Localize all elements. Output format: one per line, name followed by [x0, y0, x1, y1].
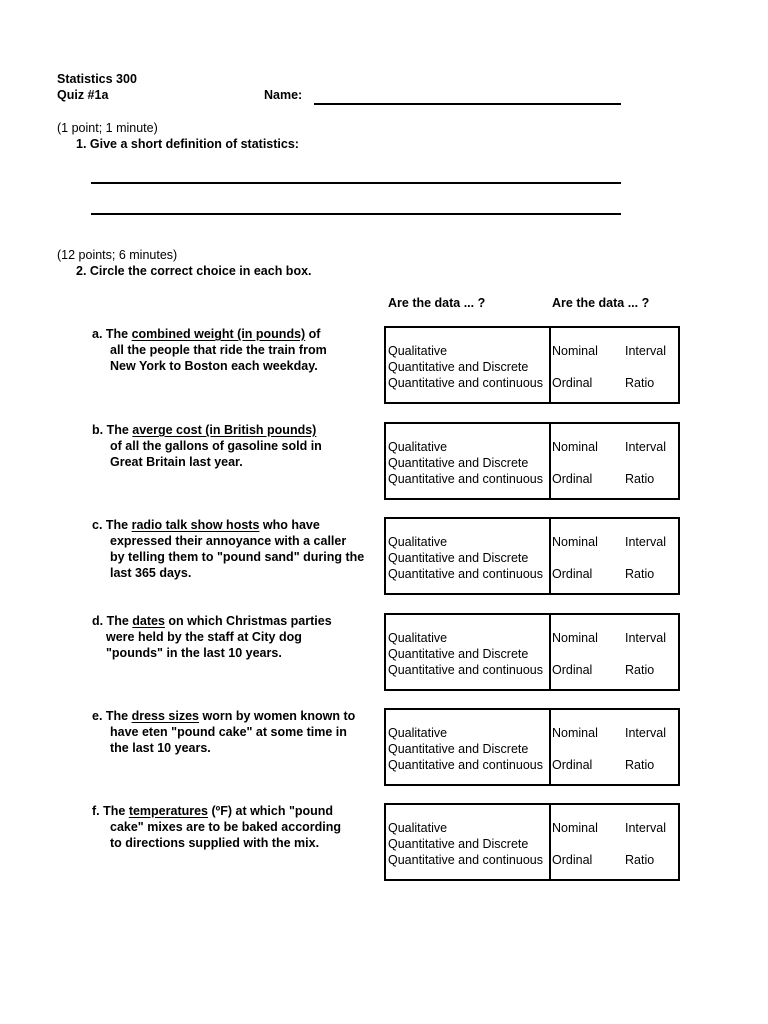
column-header-type: Are the data ... ?: [388, 296, 486, 310]
item-e-text: e. The dress sizes worn by women known to have eten "pound cake" at some time in the last 10 years.: [92, 709, 356, 755]
choice-interval[interactable]: Interval: [625, 821, 666, 835]
choice-quantitative-discrete[interactable]: Quantitative and Discrete: [388, 647, 529, 661]
choice-interval[interactable]: Interval: [625, 535, 666, 549]
item-d-text: d. The dates on which Christmas parties were held by the staff at City dog "pounds" in the last 10 years.: [92, 614, 332, 660]
choice-quantitative-continuous[interactable]: Quantitative and continuous: [388, 567, 543, 581]
section2-points: (12 points; 6 minutes): [57, 248, 178, 262]
section1-points: (1 point; 1 minute): [57, 121, 158, 135]
choice-ratio[interactable]: Ratio: [625, 567, 655, 581]
course-title: Statistics 300: [57, 72, 137, 86]
item-d-choice-box: [384, 613, 680, 691]
item-e-choice-box: [384, 708, 680, 786]
item-a-underlined: combined weight (in pounds): [131, 327, 306, 341]
choice-quantitative-continuous[interactable]: Quantitative and continuous: [388, 758, 543, 772]
choice-quantitative-discrete[interactable]: Quantitative and Discrete: [388, 742, 529, 756]
item-b-choice-box: [384, 422, 680, 500]
item-f-text: f. The temperatures (ºF) at which "pound cake" mixes are to be baked according to directions supplied with the mix.: [92, 804, 342, 850]
item-d-underlined: dates: [132, 614, 165, 628]
choice-ratio[interactable]: Ratio: [625, 758, 655, 772]
item-a-text: a. The combined weight (in pounds) of all the people that ride the train from New York to Boston each weekday.: [92, 327, 327, 373]
choice-nominal[interactable]: Nominal: [552, 821, 598, 835]
choice-ratio[interactable]: Ratio: [625, 376, 655, 390]
name-label: Name:: [264, 88, 303, 102]
choice-interval[interactable]: Interval: [625, 631, 666, 645]
choice-ratio[interactable]: Ratio: [625, 472, 655, 486]
column-header-level: Are the data ... ?: [552, 296, 650, 310]
choice-ordinal[interactable]: Ordinal: [552, 663, 593, 677]
choice-ordinal[interactable]: Ordinal: [552, 758, 593, 772]
choice-ordinal[interactable]: Ordinal: [552, 472, 593, 486]
choice-qualitative[interactable]: Qualitative: [388, 726, 448, 740]
choice-quantitative-continuous[interactable]: Quantitative and continuous: [388, 853, 543, 867]
choice-qualitative[interactable]: Qualitative: [388, 344, 448, 358]
choice-nominal[interactable]: Nominal: [552, 631, 598, 645]
name-answer-line[interactable]: [314, 103, 621, 105]
definition-answer-line-2[interactable]: [91, 213, 621, 215]
item-f-choice-box: [384, 803, 680, 881]
choice-ordinal[interactable]: Ordinal: [552, 376, 593, 390]
item-a-choice-box: [384, 326, 680, 404]
choice-ordinal[interactable]: Ordinal: [552, 567, 593, 581]
item-c-text: c. The radio talk show hosts who have expressed their annoyance with a caller by telling them to "pound sand" during the last 365 days.: [92, 518, 365, 580]
choice-quantitative-discrete[interactable]: Quantitative and Discrete: [388, 360, 529, 374]
choice-nominal[interactable]: Nominal: [552, 726, 598, 740]
item-c-choice-box: [384, 517, 680, 595]
question-2: 2. Circle the correct choice in each box.: [76, 264, 312, 278]
choice-quantitative-discrete[interactable]: Quantitative and Discrete: [388, 456, 529, 470]
question-1: 1. Give a short definition of statistics:: [76, 137, 299, 151]
item-f-underlined: temperatures: [128, 804, 209, 818]
choice-quantitative-discrete[interactable]: Quantitative and Discrete: [388, 551, 529, 565]
choice-qualitative[interactable]: Qualitative: [388, 631, 448, 645]
choice-quantitative-discrete[interactable]: Quantitative and Discrete: [388, 837, 529, 851]
choice-quantitative-continuous[interactable]: Quantitative and continuous: [388, 376, 543, 390]
choice-interval[interactable]: Interval: [625, 440, 666, 454]
choice-qualitative[interactable]: Qualitative: [388, 535, 448, 549]
choice-ordinal[interactable]: Ordinal: [552, 853, 593, 867]
choice-ratio[interactable]: Ratio: [625, 853, 655, 867]
choice-interval[interactable]: Interval: [625, 726, 666, 740]
choice-qualitative[interactable]: Qualitative: [388, 440, 448, 454]
choice-interval[interactable]: Interval: [625, 344, 666, 358]
choice-ratio[interactable]: Ratio: [625, 663, 655, 677]
item-b-underlined: averge cost (in British pounds): [132, 423, 317, 437]
choice-quantitative-continuous[interactable]: Quantitative and continuous: [388, 663, 543, 677]
choice-nominal[interactable]: Nominal: [552, 344, 598, 358]
item-e-underlined: dress sizes: [131, 709, 200, 723]
definition-answer-line-1[interactable]: [91, 182, 621, 184]
choice-nominal[interactable]: Nominal: [552, 440, 598, 454]
choice-quantitative-continuous[interactable]: Quantitative and continuous: [388, 472, 543, 486]
choice-nominal[interactable]: Nominal: [552, 535, 598, 549]
quiz-title: Quiz #1a: [57, 88, 109, 102]
item-c-underlined: radio talk show hosts: [131, 518, 260, 532]
choice-qualitative[interactable]: Qualitative: [388, 821, 448, 835]
item-b-text: b. The averge cost (in British pounds) of all the gallons of gasoline sold in Great Britain last year.: [92, 423, 322, 469]
